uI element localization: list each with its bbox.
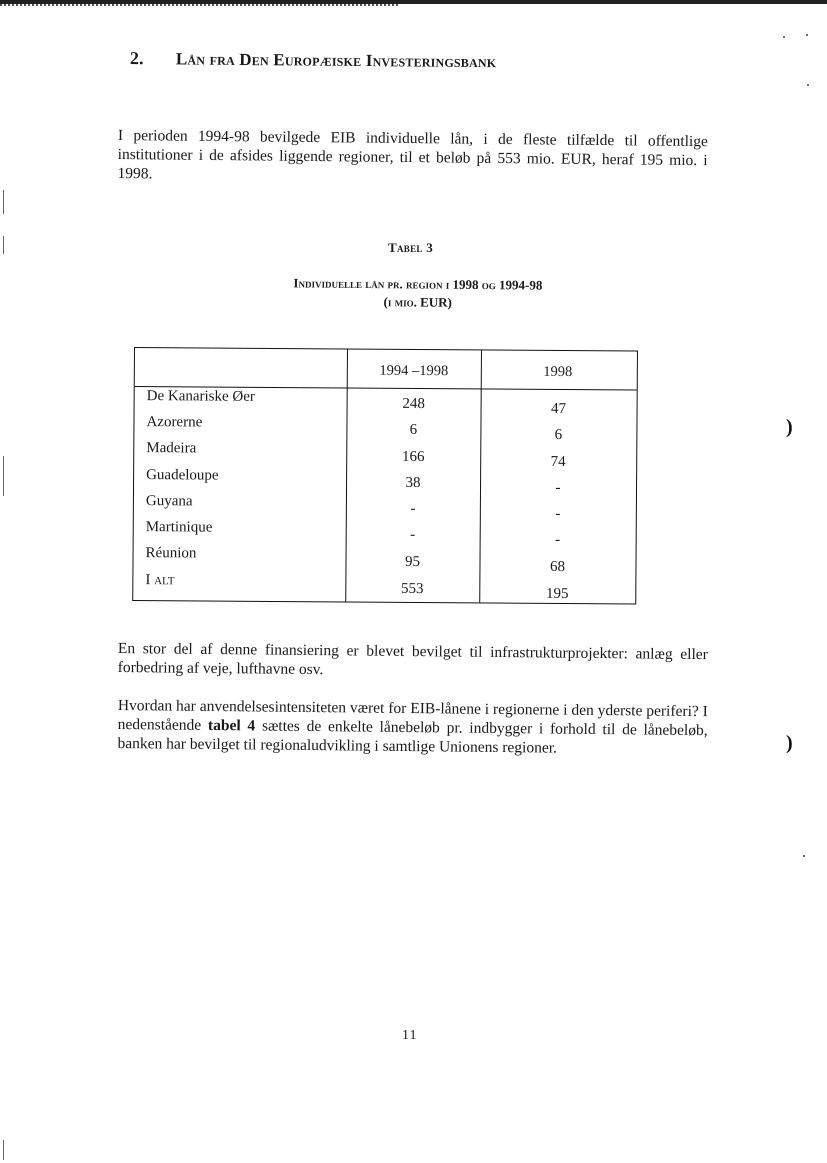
paragraph-intro: I perioden 1994-98 bevilgede EIB individuelle lån, i de fleste tilfælde til offentlige institutioner i de afsides liggende regioner, til et beløb på 553 mio. EUR, heraf 195 mio. i 1998. [117, 126, 708, 183]
table-cell-1998: 74 [550, 453, 566, 471]
scan-left-mark [3, 236, 4, 254]
margin-bracket-mark: ) [786, 416, 793, 438]
table-title-line2: (i mio. EUR) [383, 294, 452, 310]
loans-table [132, 347, 638, 605]
table-4-reference: tabel 4 [207, 716, 256, 735]
section-number: 2. [129, 48, 144, 69]
section-heading [130, 48, 497, 72]
table-cell-1994-1998: - [410, 500, 416, 517]
table-row-label: Madeira [146, 440, 197, 457]
table-cell-1998: 6 [554, 426, 563, 443]
table-row-label: Réunion [145, 545, 197, 562]
table-total-1994-1998: 553 [401, 580, 424, 598]
table-row-label: Martinique [145, 519, 213, 536]
table-cell-1998: 47 [551, 400, 567, 418]
section-title: Lån fra Den Europæiske Investeringsbank [175, 49, 497, 72]
scan-speck [783, 36, 785, 38]
column-header-1994-1998: 1994 –1998 [379, 362, 449, 380]
paragraph-intensity [117, 696, 708, 759]
table-cell-1998: - [555, 505, 561, 522]
table-total-label [145, 572, 174, 589]
scan-speck [806, 34, 808, 36]
table-title [248, 274, 588, 313]
table-cell-1994-1998: 95 [404, 553, 421, 571]
scan-left-mark [3, 190, 4, 214]
table-cell-1998: - [555, 531, 561, 548]
scan-speck [803, 855, 805, 857]
page-number: 11 [402, 1028, 418, 1043]
paragraph-intensity-text: Hvordan har anvendelsesintensiteten været for EIB-lånene i regionerne i den yderste periferi? I nedenstående [117, 696, 708, 734]
scan-left-mark [3, 1140, 4, 1160]
table-row-label: De Kanariske Øer [146, 388, 255, 405]
margin-bracket-mark: ) [786, 732, 793, 754]
scan-top-noise [0, 4, 400, 6]
table-row-label: Azorerne [146, 414, 203, 431]
paragraph-financing: En stor del af denne finansiering er blevet bevilget til infrastrukturprojekter: anlæg eller forbedring af veje, lufthavne osv. [117, 639, 708, 679]
scan-speck [807, 84, 809, 86]
table-row-label: Guyana [145, 493, 193, 510]
table-cell-1998: 68 [549, 558, 566, 576]
table-cell-1994-1998: 6 [409, 421, 418, 438]
table-cell-1998: - [555, 479, 561, 496]
table-cell-1994-1998: 38 [405, 474, 421, 492]
scan-left-mark [3, 456, 4, 496]
table-cell-1994-1998: 166 [401, 448, 425, 466]
table-cell-1994-1998: 248 [402, 395, 425, 413]
table-label: Tabel 3 [388, 240, 434, 255]
table-cell-1994-1998: - [410, 526, 416, 543]
paragraph-intensity-text-end: sættes de enkelte lånebeløb pr. indbygger i forhold til de lånebeløb, banken har bevilget til regionaludvikling i samtlige Unionens regioner. [117, 717, 708, 757]
table-row-label: Guadeloupe [146, 467, 219, 484]
table-title-line1: Individuelle lån pr. region i 1998 og 1994-98 [293, 275, 543, 293]
table-total-1998: 195 [545, 585, 569, 603]
column-header-1998: 1998 [543, 363, 573, 381]
table-total-label-text: I alt [145, 572, 175, 589]
